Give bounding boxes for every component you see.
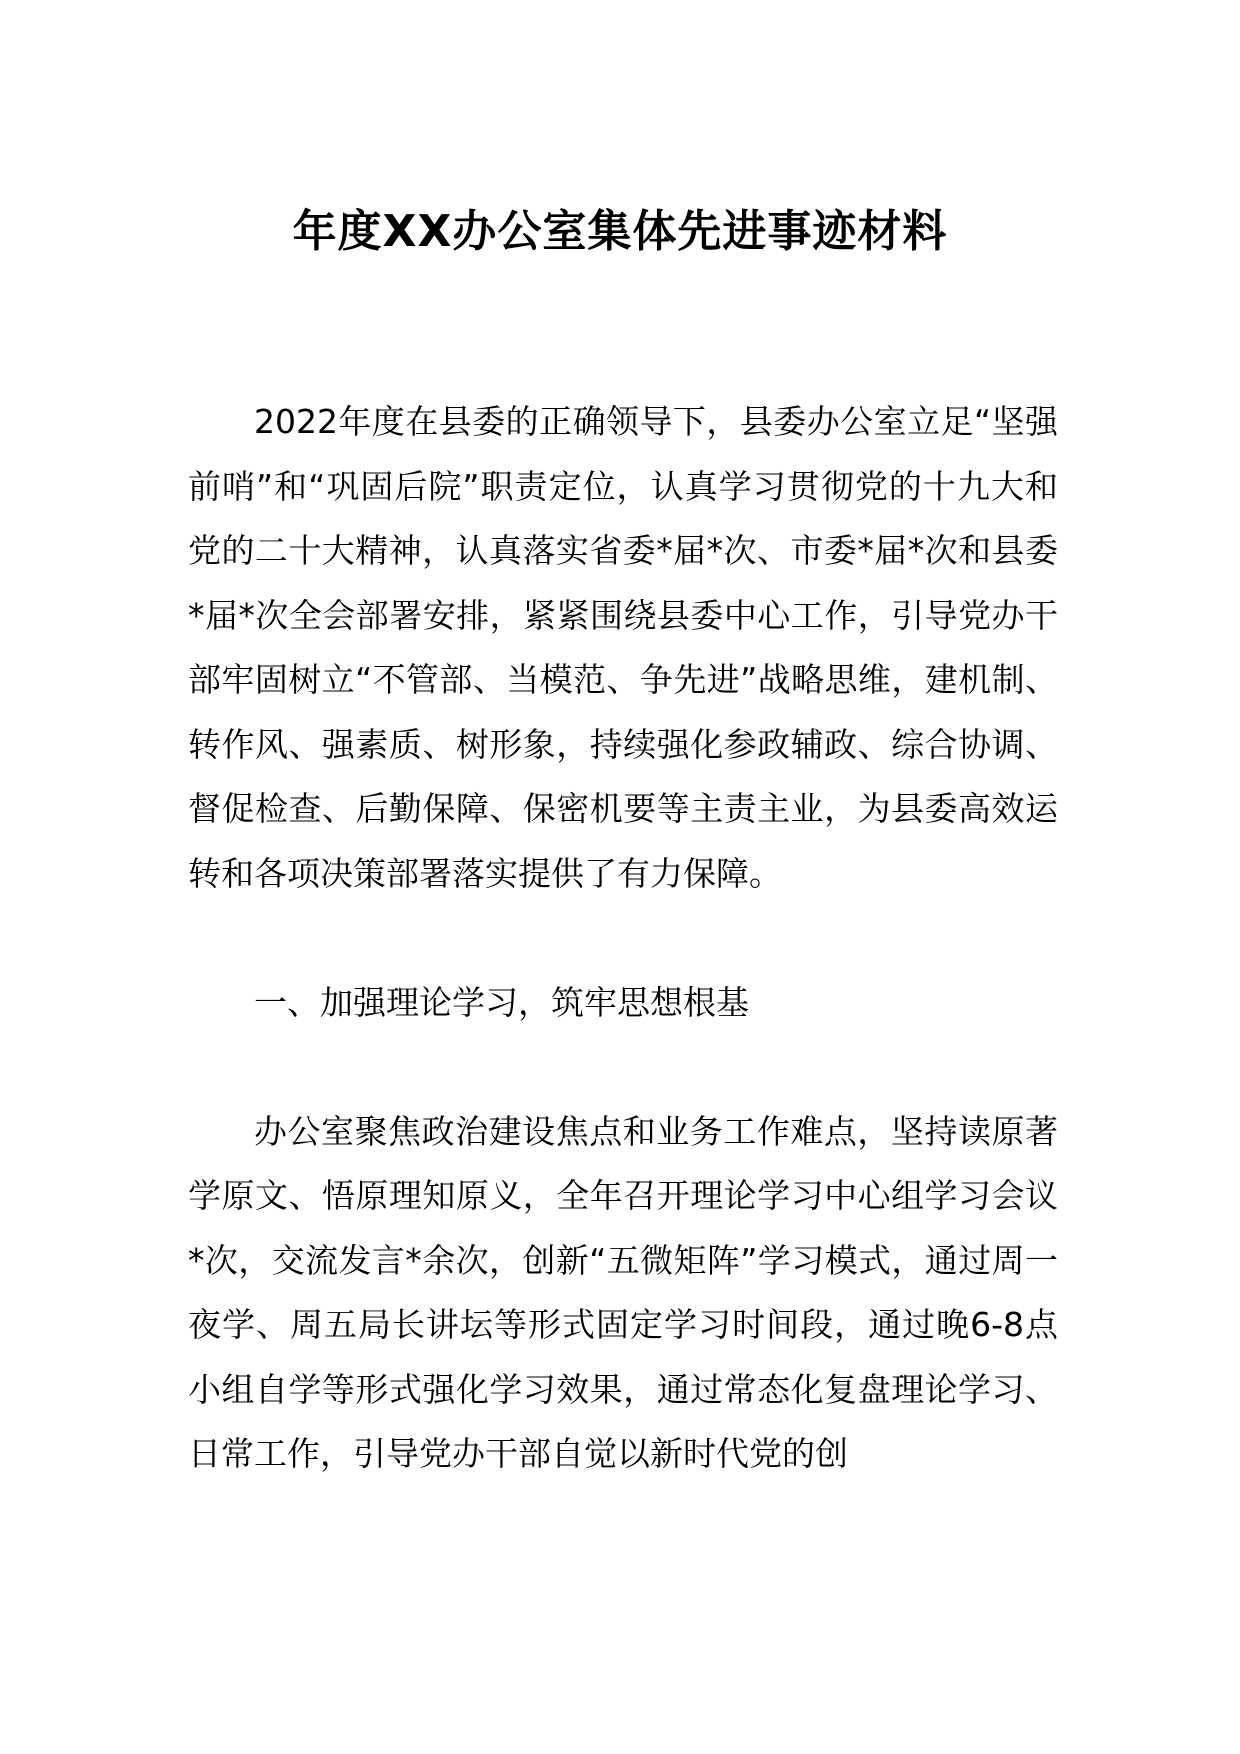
document-title: 年度XX办公室集体先进事迹材料	[292, 206, 948, 257]
paragraph-spacer	[188, 1035, 1058, 1100]
paragraph-spacer	[188, 906, 1058, 971]
intro-paragraph: 2022年度在县委的正确领导下，县委办公室立足“坚强前哨”和“巩固后院”职责定位，认真学习贯彻党的十九大和党的二十大精神，认真落实省委*届*次、市委*届*次和县委*届*次全会部署安排，紧紧围绕县委中心工作，引导党办干部牢固树立“不管部、当模范、争先进”战略思维，建机制、转作风、强素质、树形象，持续强化参政辅政、综合协调、督促检查、后勤保障、保密机要等主责主业，为县委高效运转和各项决策部署落实提供了有力保障。	[188, 402, 1058, 893]
section-heading-1: 一、加强理论学习，筑牢思想根基	[254, 982, 749, 1022]
section-1-paragraph: 办公室聚焦政治建设焦点和业务工作难点，坚持读原著学原文、悟原理知原义，全年召开理论学习中心组学习会议*次，交流发言*余次，创新“五微矩阵”学习模式，通过周一夜学、周五局长讲坛等形式固定学习时间段，通过晚6-8点小组自学等形式强化学习效果，通过常态化复盘理论学习、日常工作，引导党办干部自觉以新时代党的创	[188, 1111, 1058, 1473]
document-body	[188, 390, 1058, 1487]
